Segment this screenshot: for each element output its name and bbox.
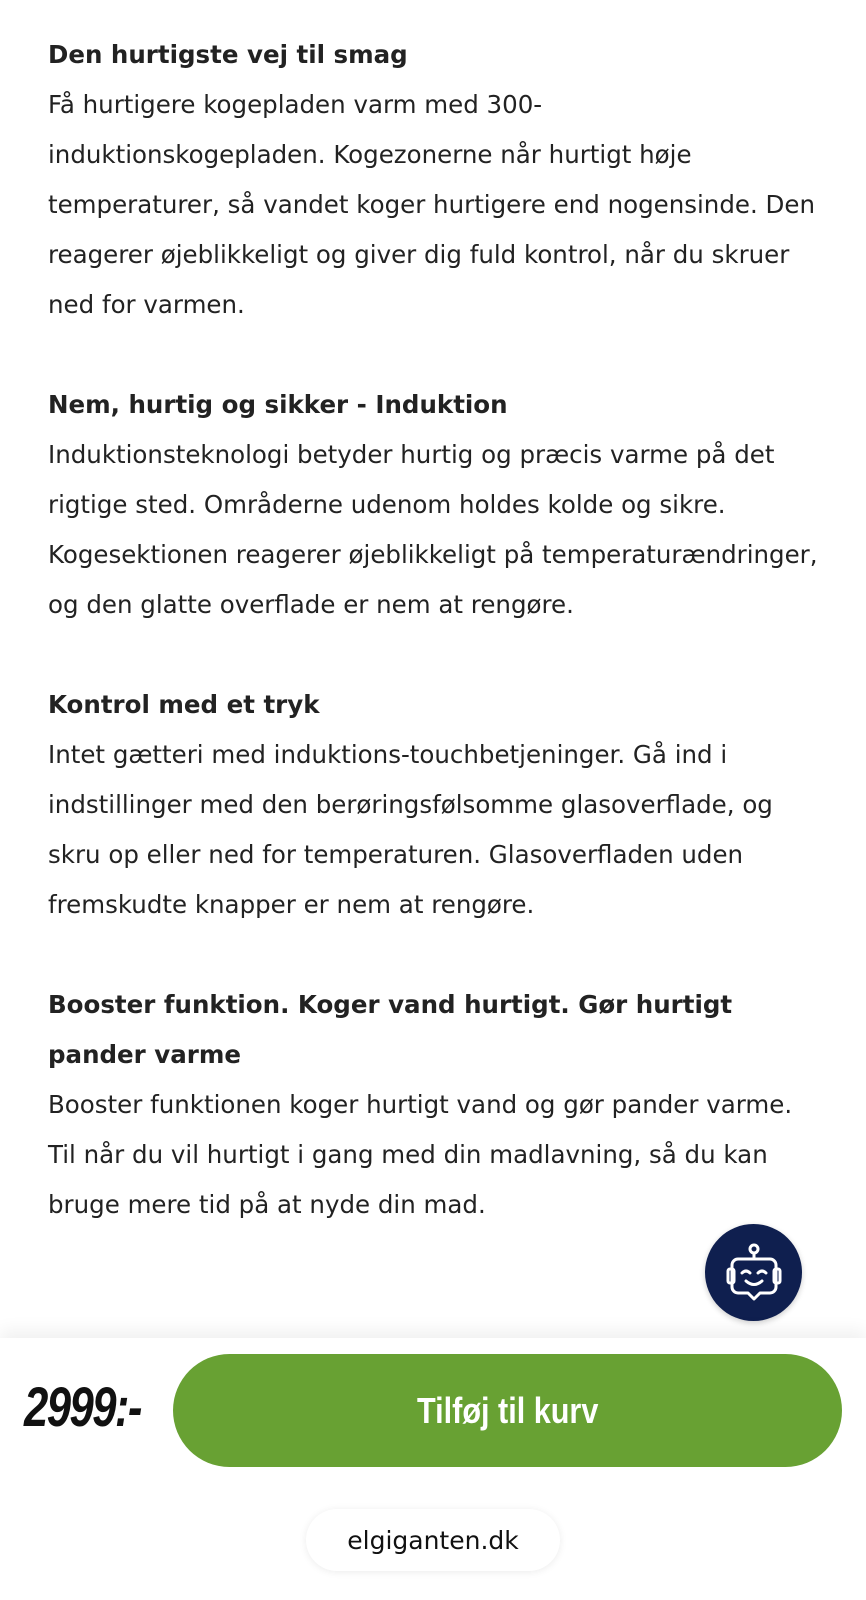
description-section xyxy=(48,980,818,1230)
section-body: Induktionsteknologi betyder hurtig og præcis varme på det rigtige sted. Områderne udenom holdes kolde og sikre. Kogesektionen reagerer øjeblikkeligt på temperaturændringer, og den glatte overflade er nem at rengøre. xyxy=(48,440,818,619)
price-label: 2999:- xyxy=(24,1375,141,1438)
description-section xyxy=(48,680,818,930)
product-description xyxy=(48,30,818,1280)
description-section xyxy=(48,380,818,630)
add-to-cart-label: Tilføj til kurv xyxy=(416,1389,599,1431)
section-title: Den hurtigste vej til smag xyxy=(48,40,408,69)
section-title: Kontrol med et tryk xyxy=(48,690,320,719)
description-section xyxy=(48,30,818,330)
add-to-cart-button[interactable] xyxy=(173,1354,842,1467)
chat-bot-button[interactable] xyxy=(705,1224,802,1321)
browser-url-bar[interactable] xyxy=(306,1509,560,1571)
section-body: Intet gætteri med induktions-touchbetjeninger. Gå ind i indstillinger med den berøringsfølsomme glasoverflade, og skru op eller ned for temperaturen. Glasoverfladen uden fremskudte knapper er nem at rengøre. xyxy=(48,740,773,919)
section-body: Få hurtigere kogepladen varm med 300-induktionskogepladen. Kogezonerne når hurtigt høje temperaturer, så vandet koger hurtigere end nogensinde. Den reagerer øjeblikkeligt og giver dig fuld kontrol, når du skruer ned for varmen. xyxy=(48,90,816,319)
url-text: elgiganten.dk xyxy=(347,1525,519,1555)
robot-chat-icon xyxy=(722,1241,786,1305)
section-body: Booster funktionen koger hurtigt vand og gør pander varme. Til når du vil hurtigt i gang med din madlavning, så du kan bruge mere tid på at nyde din mad. xyxy=(48,1090,793,1219)
section-title: Booster funktion. Koger vand hurtigt. Gør hurtigt pander varme xyxy=(48,990,733,1069)
section-title: Nem, hurtig og sikker - Induktion xyxy=(48,390,508,419)
